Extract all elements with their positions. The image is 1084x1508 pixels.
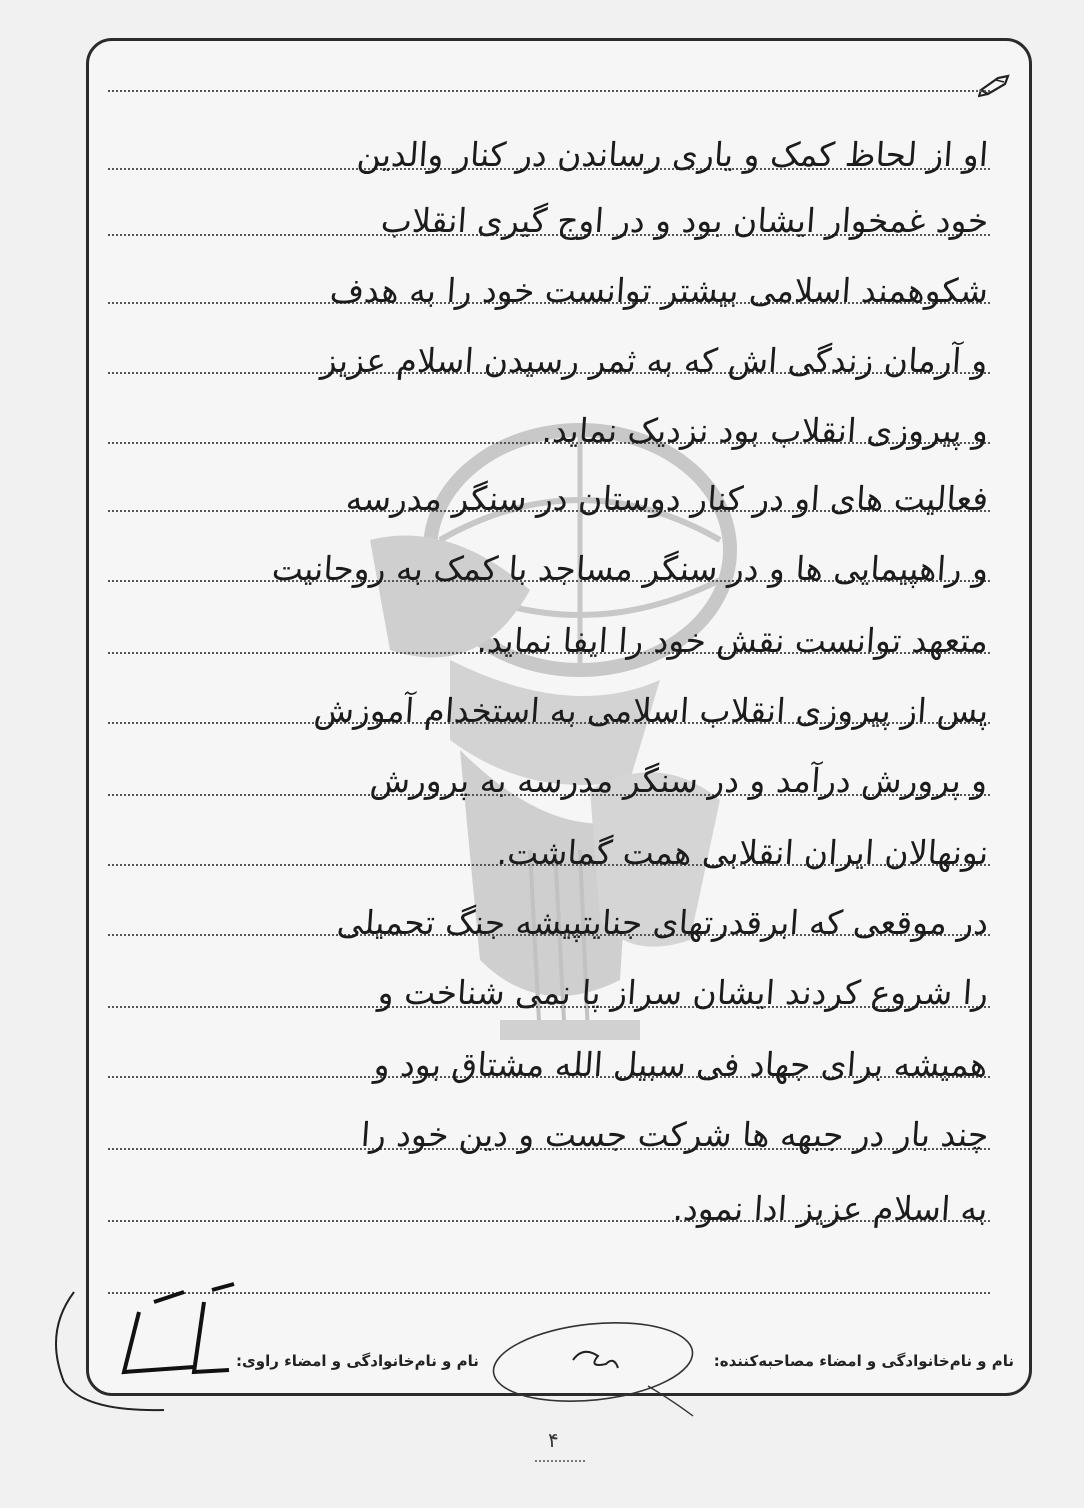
narrator-signature-label: نام و نام‌خانوادگی و امضاء راوی:: [236, 1352, 479, 1370]
narrator-signature: [44, 1272, 244, 1422]
handwritten-line: و پرورش درآمد و در سنگر مدرسه به پرورش: [369, 761, 990, 800]
handwritten-line: پس از پیروزی انقلاب اسلامی به استخدام آموزش: [312, 691, 990, 730]
handwritten-line: و پیروزی انقلاب بود نزدیک نماید.: [540, 411, 990, 450]
handwritten-line: در موقعی که ابرقدرتهای جنایتپیشه جنگ تحمیلی: [335, 903, 990, 942]
handwritten-line: را شروع کردند ایشان سراز پا نمی شناخت و: [376, 973, 990, 1012]
handwritten-line: نونهالان ایران انقلابی همت گماشت.: [495, 833, 990, 872]
pen-icon: [978, 72, 1012, 98]
handwritten-line: و آرمان زندگی اش که به ثمر رسیدن اسلام عزیز: [320, 341, 990, 380]
handwritten-line: به اسلام عزیز ادا نمود.: [672, 1189, 990, 1228]
handwritten-line: شکوهمند اسلامی بیشتر توانست خود را به هدف: [328, 271, 990, 310]
handwritten-line: او از لحاظ کمک و یاری رساندن در کنار والدین: [355, 135, 990, 174]
interviewer-signature: [488, 1316, 708, 1426]
handwritten-line: همیشه برای جهاد فی سبیل الله مشتاق بود و: [373, 1045, 990, 1084]
ruled-line: [108, 90, 990, 92]
page-number: ۴: [548, 1428, 559, 1452]
handwritten-line: متعهد توانست نقش خود را ایفا نماید.: [475, 621, 990, 660]
handwritten-line: و راهپیمایی ها و در سنگر مساجد با کمک به روحانیت: [270, 549, 990, 588]
handwritten-line: فعالیت های او در کنار دوستان در سنگر مدرسه: [344, 479, 990, 518]
page-number-underline: [535, 1460, 585, 1462]
interviewer-signature-label: نام و نام‌خانوادگی و امضاء مصاحبه‌کننده:: [713, 1352, 1014, 1370]
handwritten-line: چند بار در جبهه ها شرکت جست و دین خود را: [359, 1115, 990, 1154]
handwritten-line: خود غمخوار ایشان بود و در اوج گیری انقلاب: [379, 201, 990, 240]
